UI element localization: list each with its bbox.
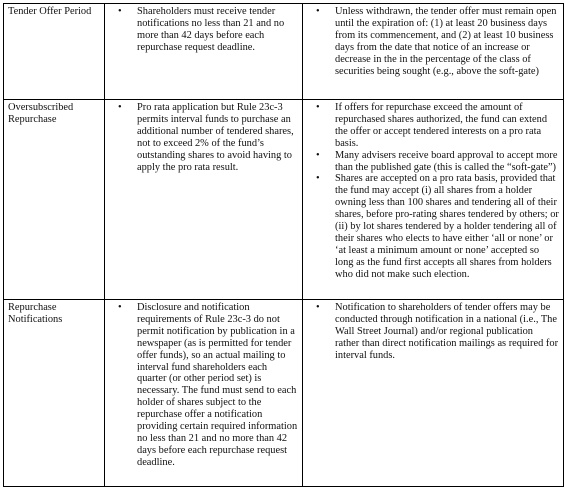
row-label-cell [4, 100, 105, 300]
tender-offer-fund-cell [303, 4, 564, 100]
bullet-list [109, 302, 298, 469]
tender-offer-fund-cell [303, 300, 564, 487]
row-label-cell [4, 4, 105, 100]
row-label: Oversubscribed Repurchase [8, 102, 74, 125]
row-label: Tender Offer Period [8, 6, 92, 17]
bullet-item: • Notification to shareholders of tender offers may be conducted through notification in a national (i.e., The Wall Street Journal) and/or regional publication rather than direct notification mailings as required for interval funds. [307, 302, 559, 362]
bullet-item: • Pro rata application but Rule 23c-3 permits interval funds to purchase an additional number of tendered shares, not to exceed 2% of the fund’s outstanding shares to avoid having to apply the pro rata result. [109, 102, 298, 173]
bullet-item: • If offers for repurchase exceed the amount of repurchased shares authorized, the fund can extend the offer or accept tendered interests on a pro rata basis. [307, 102, 559, 150]
interval-fund-cell [105, 100, 303, 300]
bullet-list [307, 102, 559, 281]
bullet-list [307, 6, 559, 77]
row-label-cell [4, 300, 105, 487]
bullet-item: • Many advisers receive board approval to accept more than the published gate (this is called the “soft-gate”) [307, 150, 559, 174]
bullet-list [109, 102, 298, 173]
comparison-table [3, 3, 564, 487]
bullet-list [109, 6, 298, 54]
bullet-item: • Shareholders must receive tender notifications no less than 21 and no more than 42 days before each repurchase request deadline. [109, 6, 298, 54]
tender-offer-fund-cell [303, 100, 564, 300]
table-row [4, 300, 564, 487]
bullet-list [307, 302, 559, 362]
interval-fund-cell [105, 300, 303, 487]
interval-fund-cell [105, 4, 303, 100]
bullet-item: • Disclosure and notification requirements of Rule 23c-3 do not permit notification by publication in a newspaper (as is permitted for tender offer funds), so an actual mailing to interval fund shareholders each quarter (or other period set) is necessary. The fund must send to each holder of shares subject to the repurchase offer a notification providing certain required information no less than 21 and no more than 42 days before each repurchase request deadline. [109, 302, 298, 469]
row-label: Repurchase Notifications [8, 302, 63, 325]
bullet-item: • Shares are accepted on a pro rata basis, provided that the fund may accept (i) all shares from a holder owning less than 100 shares and tendering all of their shares, before pro-rating shares tendered by others; or (ii) by lot shares tendered by a holder tendering all of their shares who elects to have either ‘all or none’ or ‘at least a minimum amount or none’ accepted so long as the fund first accepts all shares from holders who did not make such election. [307, 173, 559, 280]
table-row [4, 4, 564, 100]
bullet-item: • Unless withdrawn, the tender offer must remain open until the expiration of: (1) at least 20 business days from its commencement, and (2) at least 10 business days from the date that notice of an increase or decrease in the in the percentage of the class of securities being sought (e.g., above the soft-gate) [307, 6, 559, 77]
table-row [4, 100, 564, 300]
